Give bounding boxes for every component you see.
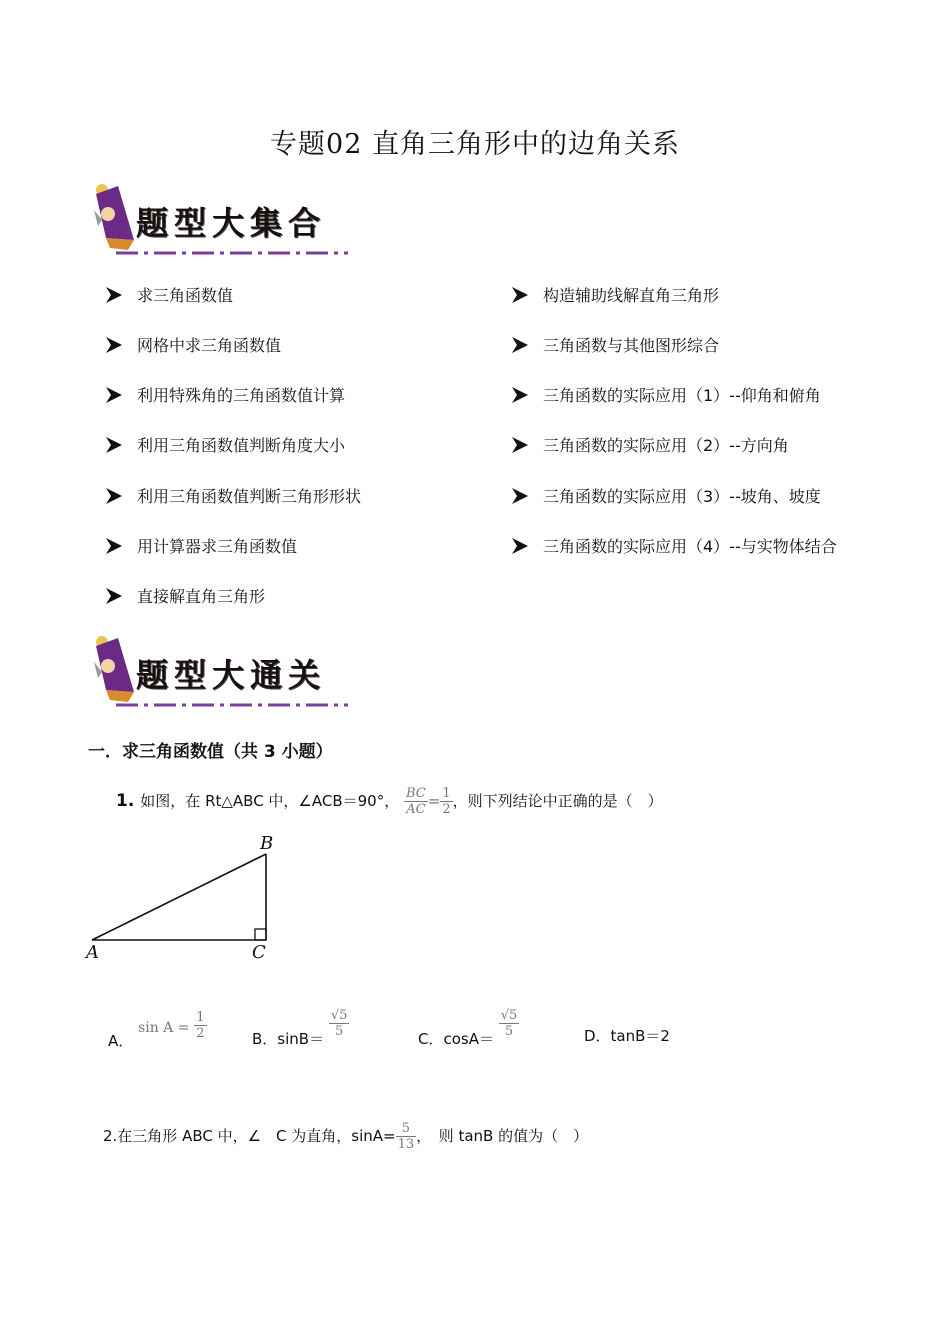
arrow-bullet-icon — [511, 286, 529, 304]
arrow-bullet-icon — [105, 286, 123, 304]
banner-underline — [116, 250, 348, 256]
arrow-bullet-icon — [511, 336, 529, 354]
page-title: 专题02 直角三角形中的边角关系 — [270, 129, 680, 160]
question-1: 1. 如图，在 Rt△ABC 中，∠ACB＝90°， $\frac{BC}{AC}$ = $\frac{1}{2}$ ，则下列结论中正确的是（ ） — [116, 786, 663, 817]
banner-pass-text: 题型大通关 — [136, 656, 327, 694]
banner-pass — [88, 632, 350, 714]
fraction-one-half: $\frac{1}{2}$ — [442, 786, 451, 817]
fraction-bc-ac: $\frac{BC}{AC}$ — [406, 786, 426, 817]
arrow-bullet-icon — [511, 487, 529, 505]
arrow-bullet-icon — [105, 487, 123, 505]
option-d[interactable]: D．tanB＝2 — [584, 1027, 670, 1045]
option-a[interactable]: A． sin A = $\frac{1}{2}$ — [108, 1010, 205, 1050]
arrow-bullet-icon — [511, 537, 529, 555]
vertex-label-c: C — [252, 942, 266, 963]
arrow-bullet-icon — [511, 436, 529, 454]
arrow-bullet-icon — [105, 587, 123, 605]
arrow-bullet-icon — [511, 386, 529, 404]
arrow-bullet-icon — [105, 336, 123, 354]
question-2: 2.在三角形 ABC 中，∠ C 为直角，sinA= $\frac{5}{13}$ ， 则 tanB 的值为（ ） — [103, 1121, 589, 1152]
question-number: 1. — [116, 791, 135, 811]
banner-underline — [116, 702, 348, 708]
vertex-label-b: B — [260, 833, 274, 854]
arrow-bullet-icon — [105, 436, 123, 454]
fraction-5-13: $\frac{5}{13}$ — [397, 1121, 415, 1152]
arrow-bullet-icon — [105, 386, 123, 404]
banner-collection-text: 题型大集合 — [136, 204, 327, 242]
vertex-label-a: A — [86, 942, 99, 963]
option-c[interactable]: C．cosA＝ $\frac{√5}{5}$ — [418, 1008, 518, 1048]
section-heading: 一．求三角函数值（共 3 小题） — [88, 742, 333, 762]
arrow-bullet-icon — [105, 537, 123, 555]
banner-collection — [88, 180, 350, 262]
option-b[interactable]: B．sinB＝ $\frac{√5}{5}$ — [252, 1008, 348, 1048]
